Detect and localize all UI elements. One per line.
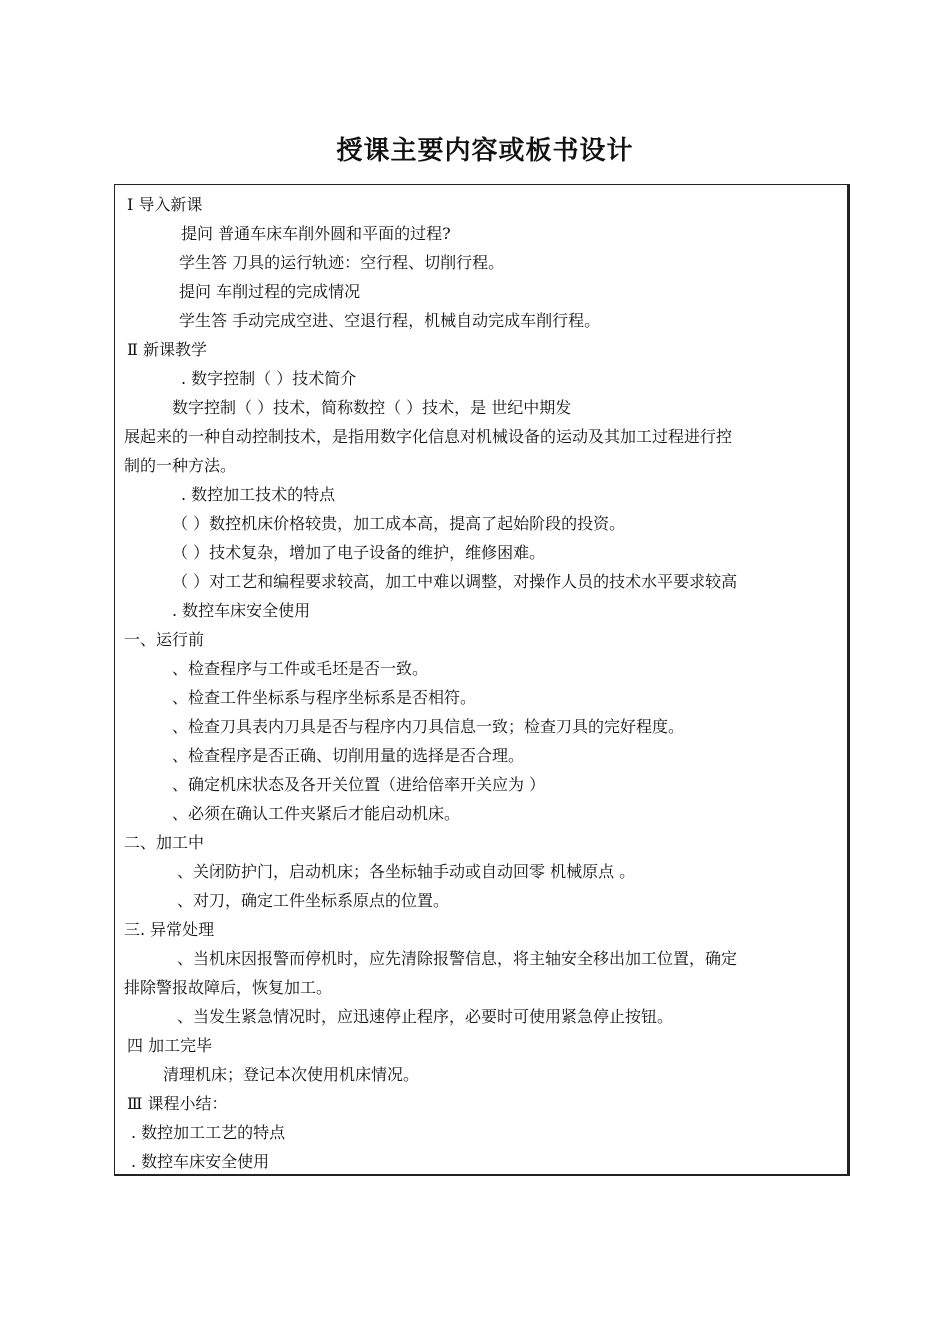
subsection-heading: 三. 异常处理 (124, 920, 215, 939)
text-line: 、检查工件坐标系与程序坐标系是否相符。 (172, 688, 477, 707)
text-line: 制的一种方法。 (124, 456, 237, 475)
text-line: 、当机床因报警而停机时，应先清除报警信息，将主轴安全移出加工位置，确定 (177, 949, 738, 968)
text-line: . 数控车床安全使用 (131, 1152, 270, 1171)
text-line: 、检查刀具表内刀具是否与程序内刀具信息一致；检查刀具的完好程度。 (172, 717, 685, 736)
section-heading-summary: Ⅲ 课程小结： (127, 1094, 228, 1113)
text-line: 、对刀，确定工件坐标系原点的位置。 (177, 891, 450, 910)
text-line: 清理机床；登记本次使用机床情况。 (163, 1065, 420, 1084)
text-line: 、确定机床状态及各开关位置（进给倍率开关应为 ） (172, 775, 546, 794)
text-line: 排除警报故障后，恢复加工。 (124, 978, 333, 997)
text-line: 数字控制（ ）技术，简称数控（ ）技术，是 世纪中期发 (172, 398, 572, 417)
text-line: （ ）对工艺和编程要求较高，加工中难以调整，对操作人员的技术水平要求较高 (172, 572, 738, 591)
content-box (114, 184, 850, 1176)
text-line: 、当发生紧急情况时，应迅速停止程序，必要时可使用紧急停止按钮。 (177, 1007, 674, 1026)
text-line: 提问 普通车床车削外圆和平面的过程? (181, 224, 451, 243)
text-line: （ ）技术复杂，增加了电子设备的维护，维修困难。 (172, 543, 546, 562)
text-line: 学生答 刀具的运行轨迹：空行程、切削行程。 (179, 253, 505, 272)
text-line: 、检查程序与工件或毛坯是否一致。 (172, 659, 429, 678)
page-title: 授课主要内容或板书设计 (336, 136, 634, 166)
text-line: 展起来的一种自动控制技术，是指用数字化信息对机械设备的运动及其加工过程进行控 (124, 427, 733, 446)
text-line: . 数字控制（ ）技术简介 (181, 369, 357, 388)
subsection-heading: 二、加工中 (124, 833, 205, 852)
text-line: 学生答 手动完成空进、空退行程，机械自动完成车削行程。 (179, 311, 601, 330)
text-line: . 数控车床安全使用 (172, 601, 311, 620)
text-line: 提问 车削过程的完成情况 (179, 282, 361, 301)
text-line: 、关闭防护门，启动机床；各坐标轴手动或自动回零 机械原点 。 (177, 862, 636, 881)
subsection-heading: 一、运行前 (124, 630, 205, 649)
section-heading-new: Ⅱ 新课教学 (127, 340, 207, 359)
text-line: 、检查程序是否正确、切削用量的选择是否合理。 (172, 746, 525, 765)
section-heading-intro: Ⅰ 导入新课 (127, 195, 203, 214)
subsection-heading: 四 加工完毕 (127, 1036, 213, 1055)
text-line: . 数控加工技术的特点 (181, 485, 336, 504)
text-line: 、必须在确认工件夹紧后才能启动机床。 (172, 804, 461, 823)
text-line: （ ）数控机床价格较贵，加工成本高，提高了起始阶段的投资。 (172, 514, 626, 533)
text-line: . 数控加工工艺的特点 (131, 1123, 286, 1142)
